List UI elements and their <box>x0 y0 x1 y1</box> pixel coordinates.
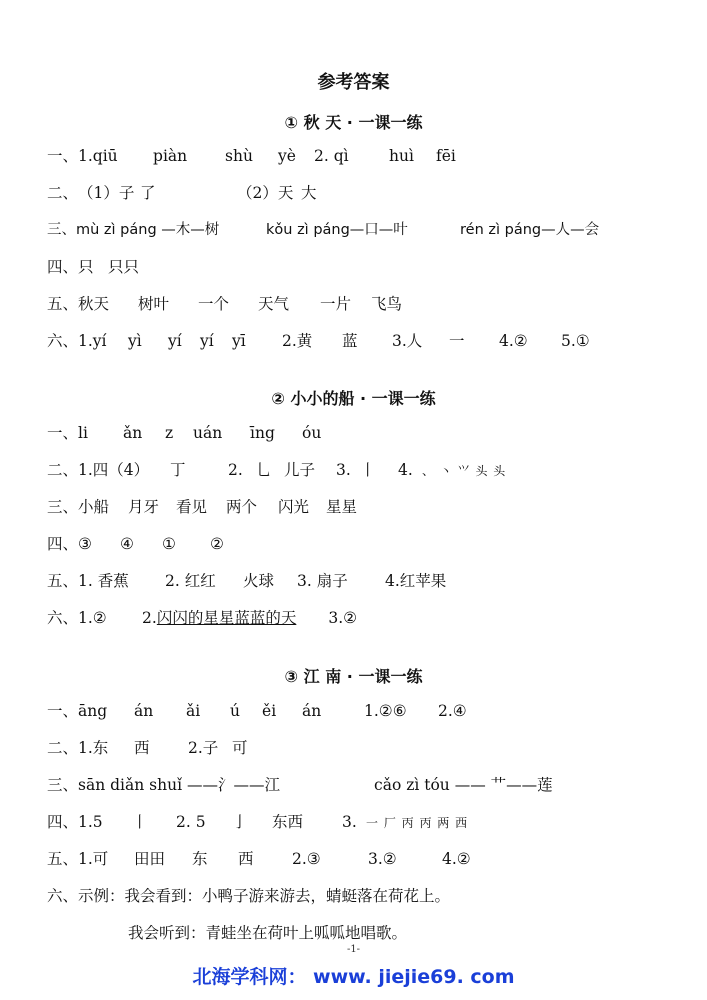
answer-text: 东 <box>192 850 208 868</box>
answer-text: 1.5 <box>78 813 103 831</box>
answer-text: yí <box>200 332 214 350</box>
page-title: 参考答案 <box>317 72 390 93</box>
answer-text: 2.③ <box>292 850 321 868</box>
answer-text: ④ <box>120 535 134 553</box>
answer-text: 亅 <box>232 813 248 831</box>
row-number: 四、 <box>47 813 79 831</box>
row-number: 一、 <box>47 424 79 442</box>
answer-text: yì <box>128 332 142 350</box>
s2-row-2 <box>47 458 506 482</box>
answer-text: 3. <box>342 813 357 831</box>
answer-text: 1.可 <box>78 850 109 868</box>
answer-text: 可 <box>232 739 248 757</box>
answer-text: 小船 <box>78 498 110 516</box>
s2-row-5 <box>47 569 446 593</box>
row-number: 五、 <box>47 295 79 313</box>
footer-website: 北海学科网： www. jiejie69. com <box>192 966 515 988</box>
row-number: 三、 <box>47 222 76 238</box>
stroke-glyph-ding: 丁 <box>170 461 186 479</box>
answer-text: rén zì páng—人—会 <box>460 222 600 238</box>
answer-text: 4.② <box>442 850 471 868</box>
answer-text: （2）天 <box>237 184 294 202</box>
answer-text: 2.④ <box>438 702 467 720</box>
answer-text: piàn <box>153 147 188 165</box>
row-number: 三、 <box>47 498 79 516</box>
answer-text: óu <box>302 424 322 442</box>
section-heading-2: ② 小小的船 · 一课一练 <box>271 389 436 408</box>
answer-text: 3.人 <box>392 332 423 350</box>
answer-text: án <box>134 702 154 720</box>
answer-text: 1.② <box>78 609 107 627</box>
answer-text: án <box>302 702 322 720</box>
answer-text: 东西 <box>272 813 304 831</box>
answer-text: 蓝 <box>342 332 358 350</box>
s1-row-4 <box>47 255 139 279</box>
answer-text: 天气 <box>258 295 290 313</box>
row-number: 六、 <box>47 332 79 350</box>
answer-text: 秋天 <box>78 295 110 313</box>
answer-text: 3. <box>336 461 351 479</box>
row-number: 二、 <box>47 739 79 757</box>
answer-text: īng <box>250 424 275 442</box>
answer-text: 1.四（4） <box>78 461 150 479</box>
answer-text: ǎi <box>186 702 201 720</box>
answer-text: shù <box>225 147 253 165</box>
answer-text: 2.黄 <box>282 332 313 350</box>
answer-text: ② <box>210 535 224 553</box>
s3-row-5 <box>47 847 471 871</box>
answer-text: 大 <box>301 184 317 202</box>
row-number: 四、 <box>47 535 79 553</box>
section-heading-3: ③ 江 南 · 一课一练 <box>284 667 423 686</box>
stroke-order-tou: 、 丶 ⺍ 头 头 <box>422 464 507 478</box>
answer-text: 一个 <box>198 295 230 313</box>
answer-text: 3.② <box>368 850 397 868</box>
answer-text: 4. <box>398 461 413 479</box>
s1-row-3 <box>47 218 599 242</box>
answer-text: 闪光 <box>278 498 310 516</box>
stroke-order-xi: 一 厂 丙 丙 两 西 <box>366 816 469 830</box>
answer-text: ǎn <box>123 424 143 442</box>
row-number: 六、 <box>47 609 79 627</box>
row-number: 一、 <box>47 147 79 165</box>
answer-text: 示例：我会看到：小鸭子游来游去，蜻蜓落在荷花上。 <box>78 887 451 905</box>
answer-text: 火球 <box>243 572 275 590</box>
answer-text: 5.① <box>561 332 590 350</box>
s3-row-2 <box>47 736 248 760</box>
answer-text: 一 <box>449 332 465 350</box>
answer-text: 3.② <box>328 609 358 627</box>
s1-row-2 <box>47 181 317 205</box>
answer-text: 2.子 <box>188 739 219 757</box>
answer-text: 两个 <box>226 498 258 516</box>
answer-text: āng <box>78 702 108 720</box>
answer-text: 1. 香蕉 <box>78 572 129 590</box>
answer-text: 4.② <box>499 332 528 350</box>
answer-text: yè <box>278 147 296 165</box>
answer-text: 星星 <box>326 498 358 516</box>
s1-row-1 <box>47 144 456 168</box>
stroke-glyph-hook: 乚 <box>256 461 272 479</box>
answer-text: 只只 <box>108 258 140 276</box>
answer-text: 1.qiū <box>78 147 118 165</box>
answer-text: 只 <box>78 258 94 276</box>
answer-text: 田田 <box>134 850 166 868</box>
answer-text: 2. qì <box>314 147 349 165</box>
answer-text: 2. <box>142 609 157 627</box>
row-number: 二、 <box>47 184 79 202</box>
s3-row-6-continued <box>128 921 407 945</box>
s3-row-3 <box>47 773 553 797</box>
answer-text: uán <box>193 424 223 442</box>
answer-text: 月牙 <box>128 498 160 516</box>
answer-text: 2. 红红 <box>165 572 216 590</box>
answer-text: 2. <box>228 461 243 479</box>
answer-text: 我会听到：青蛙坐在荷叶上呱呱地唱歌。 <box>128 924 408 942</box>
answer-text: 西 <box>134 739 150 757</box>
answer-text: yī <box>232 332 246 350</box>
answer-text: 4.红苹果 <box>385 572 447 590</box>
row-number: 三、 <box>47 776 79 794</box>
s3-row-6 <box>47 884 450 908</box>
answer-text: 儿子 <box>284 461 316 479</box>
answer-text: ③ <box>78 535 92 553</box>
answer-text: 1.②⑥ <box>364 702 407 720</box>
s2-row-1 <box>47 421 321 445</box>
answer-text: yí <box>168 332 182 350</box>
answer-text: li <box>78 424 88 442</box>
row-number: 二、 <box>47 461 79 479</box>
s3-row-4 <box>47 810 468 834</box>
answer-text: mù zì páng —木—树 <box>76 222 220 238</box>
s1-row-5 <box>47 292 402 316</box>
answer-text: kǒu zì páng—口—叶 <box>266 222 408 238</box>
answer-text: cǎo zì tóu —— 艹——莲 <box>374 776 553 794</box>
answer-text: 丨 <box>132 813 148 831</box>
answer-text: 西 <box>238 850 254 868</box>
answer-text: 了 <box>140 184 156 202</box>
answer-text: huì <box>389 147 414 165</box>
row-number: 一、 <box>47 702 79 720</box>
answer-text: 树叶 <box>138 295 170 313</box>
underlined-answer: 闪闪的星星蓝蓝的天 <box>156 609 297 627</box>
answer-text: fēi <box>436 147 456 165</box>
answer-text: 1.yí <box>78 332 107 350</box>
row-number: 四、 <box>47 258 79 276</box>
answer-text: 3. 扇子 <box>297 572 348 590</box>
answer-text: sān diǎn shuǐ ——氵——江 <box>78 776 280 794</box>
answer-text: ěi <box>262 702 277 720</box>
answer-text: 1.东 <box>78 739 109 757</box>
row-number: 六、 <box>47 887 79 905</box>
row-number: 五、 <box>47 850 79 868</box>
s2-row-3 <box>47 495 357 519</box>
s2-row-4 <box>47 532 224 556</box>
row-number: 五、 <box>47 572 79 590</box>
answer-text: 看见 <box>176 498 208 516</box>
answer-text: （1）子 <box>78 184 135 202</box>
s3-row-1 <box>47 699 467 723</box>
s2-row-6 <box>47 606 357 630</box>
answer-text: 2. 5 <box>176 813 206 831</box>
answer-text: ú <box>230 702 240 720</box>
answer-text: 一片 <box>320 295 352 313</box>
stroke-glyph-vertical: 丨 <box>360 461 376 479</box>
section-heading-1: ① 秋 天 · 一课一练 <box>284 113 423 132</box>
page-number: -1- <box>346 944 361 955</box>
answer-text: ① <box>162 535 176 553</box>
s1-row-6 <box>47 329 590 353</box>
answer-text: z <box>165 424 174 442</box>
answer-text: 飞鸟 <box>371 295 403 313</box>
